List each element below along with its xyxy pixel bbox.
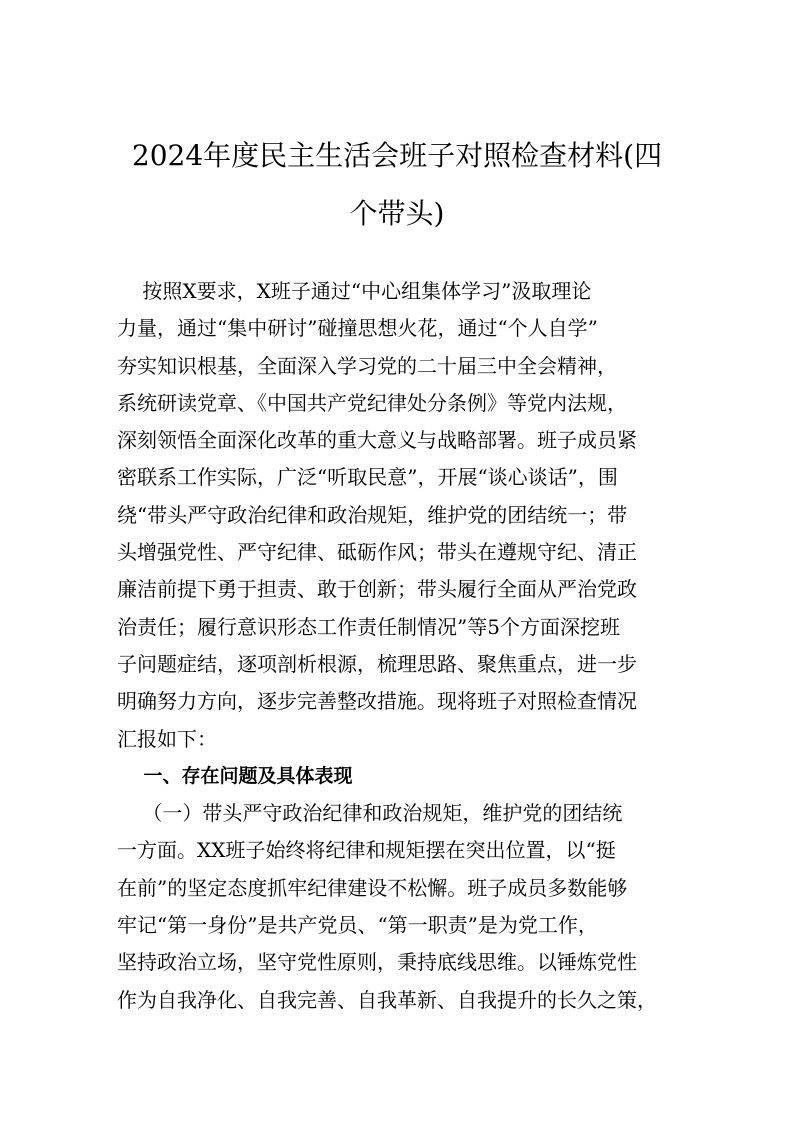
body-line: 汇报如下： — [117, 726, 217, 751]
body-line: 在前”的坚定态度抓牢纪律建设不松懈。班子成员多数能够 — [117, 875, 628, 900]
body-line: 坚持政治立场，坚守党性原则，秉持底线思维。以锤炼党性 — [117, 950, 637, 975]
title-line-2: 个带头) — [349, 197, 445, 230]
body-line: 一方面。XX班子始终将纪律和规矩摆在突出位置，以“挺 — [117, 838, 616, 863]
body-line: 治责任；履行意识形态工作责任制情况”等5个方面深挖班 — [117, 614, 620, 639]
body-line: 作为自我净化、自我完善、自我革新、自我提升的长久之策， — [117, 987, 657, 1012]
title-line-1: 2024年度民主生活会班子对照检查材料(四 — [131, 139, 663, 172]
body-line: 子问题症结，逐项剖析根源，梳理思路、聚焦重点，进一步 — [117, 651, 637, 676]
document-body — [117, 273, 677, 1019]
body-line: 明确努力方向，逐步完善整改措施。现将班子对照检查情况 — [117, 689, 637, 714]
body-line: 力量，通过“集中研讨”碰撞思想火花，通过“个人自学” — [117, 316, 598, 341]
body-line: 密联系工作实际，广泛“听取民意”，开展“谈心谈话”，围 — [117, 465, 618, 490]
document-title — [112, 127, 682, 243]
body-line: 深刻领悟全面深化改革的重大意义与战略部署。班子成员紧 — [117, 428, 637, 453]
body-line: 按照X要求，X班子通过“中心组集体学习”汲取理论 — [117, 279, 592, 303]
body-line: 头增强党性、严守纪律、砥砺作风；带头在遵规守纪、清正 — [117, 540, 637, 565]
section-heading: 一、存在问题及具体表现 — [117, 764, 353, 787]
body-line: 绕“带头严守政治纪律和政治规矩，维护党的团结统一；带 — [117, 502, 628, 527]
subsection-heading-line: （一）带头严守政治纪律和政治规矩，维护党的团结统 — [117, 801, 623, 826]
body-line: 系统研读党章、《中国共产党纪律处分条例》等党内法规， — [117, 390, 627, 415]
body-line: 夯实知识根基，全面深入学习党的二十届三中全会精神， — [117, 353, 617, 378]
body-line: 牢记“第一身份”是共产党员、“第一职责”是为党工作， — [117, 913, 598, 938]
body-line: 廉洁前提下勇于担责、敢于创新；带头履行全面从严治党政 — [117, 577, 637, 602]
